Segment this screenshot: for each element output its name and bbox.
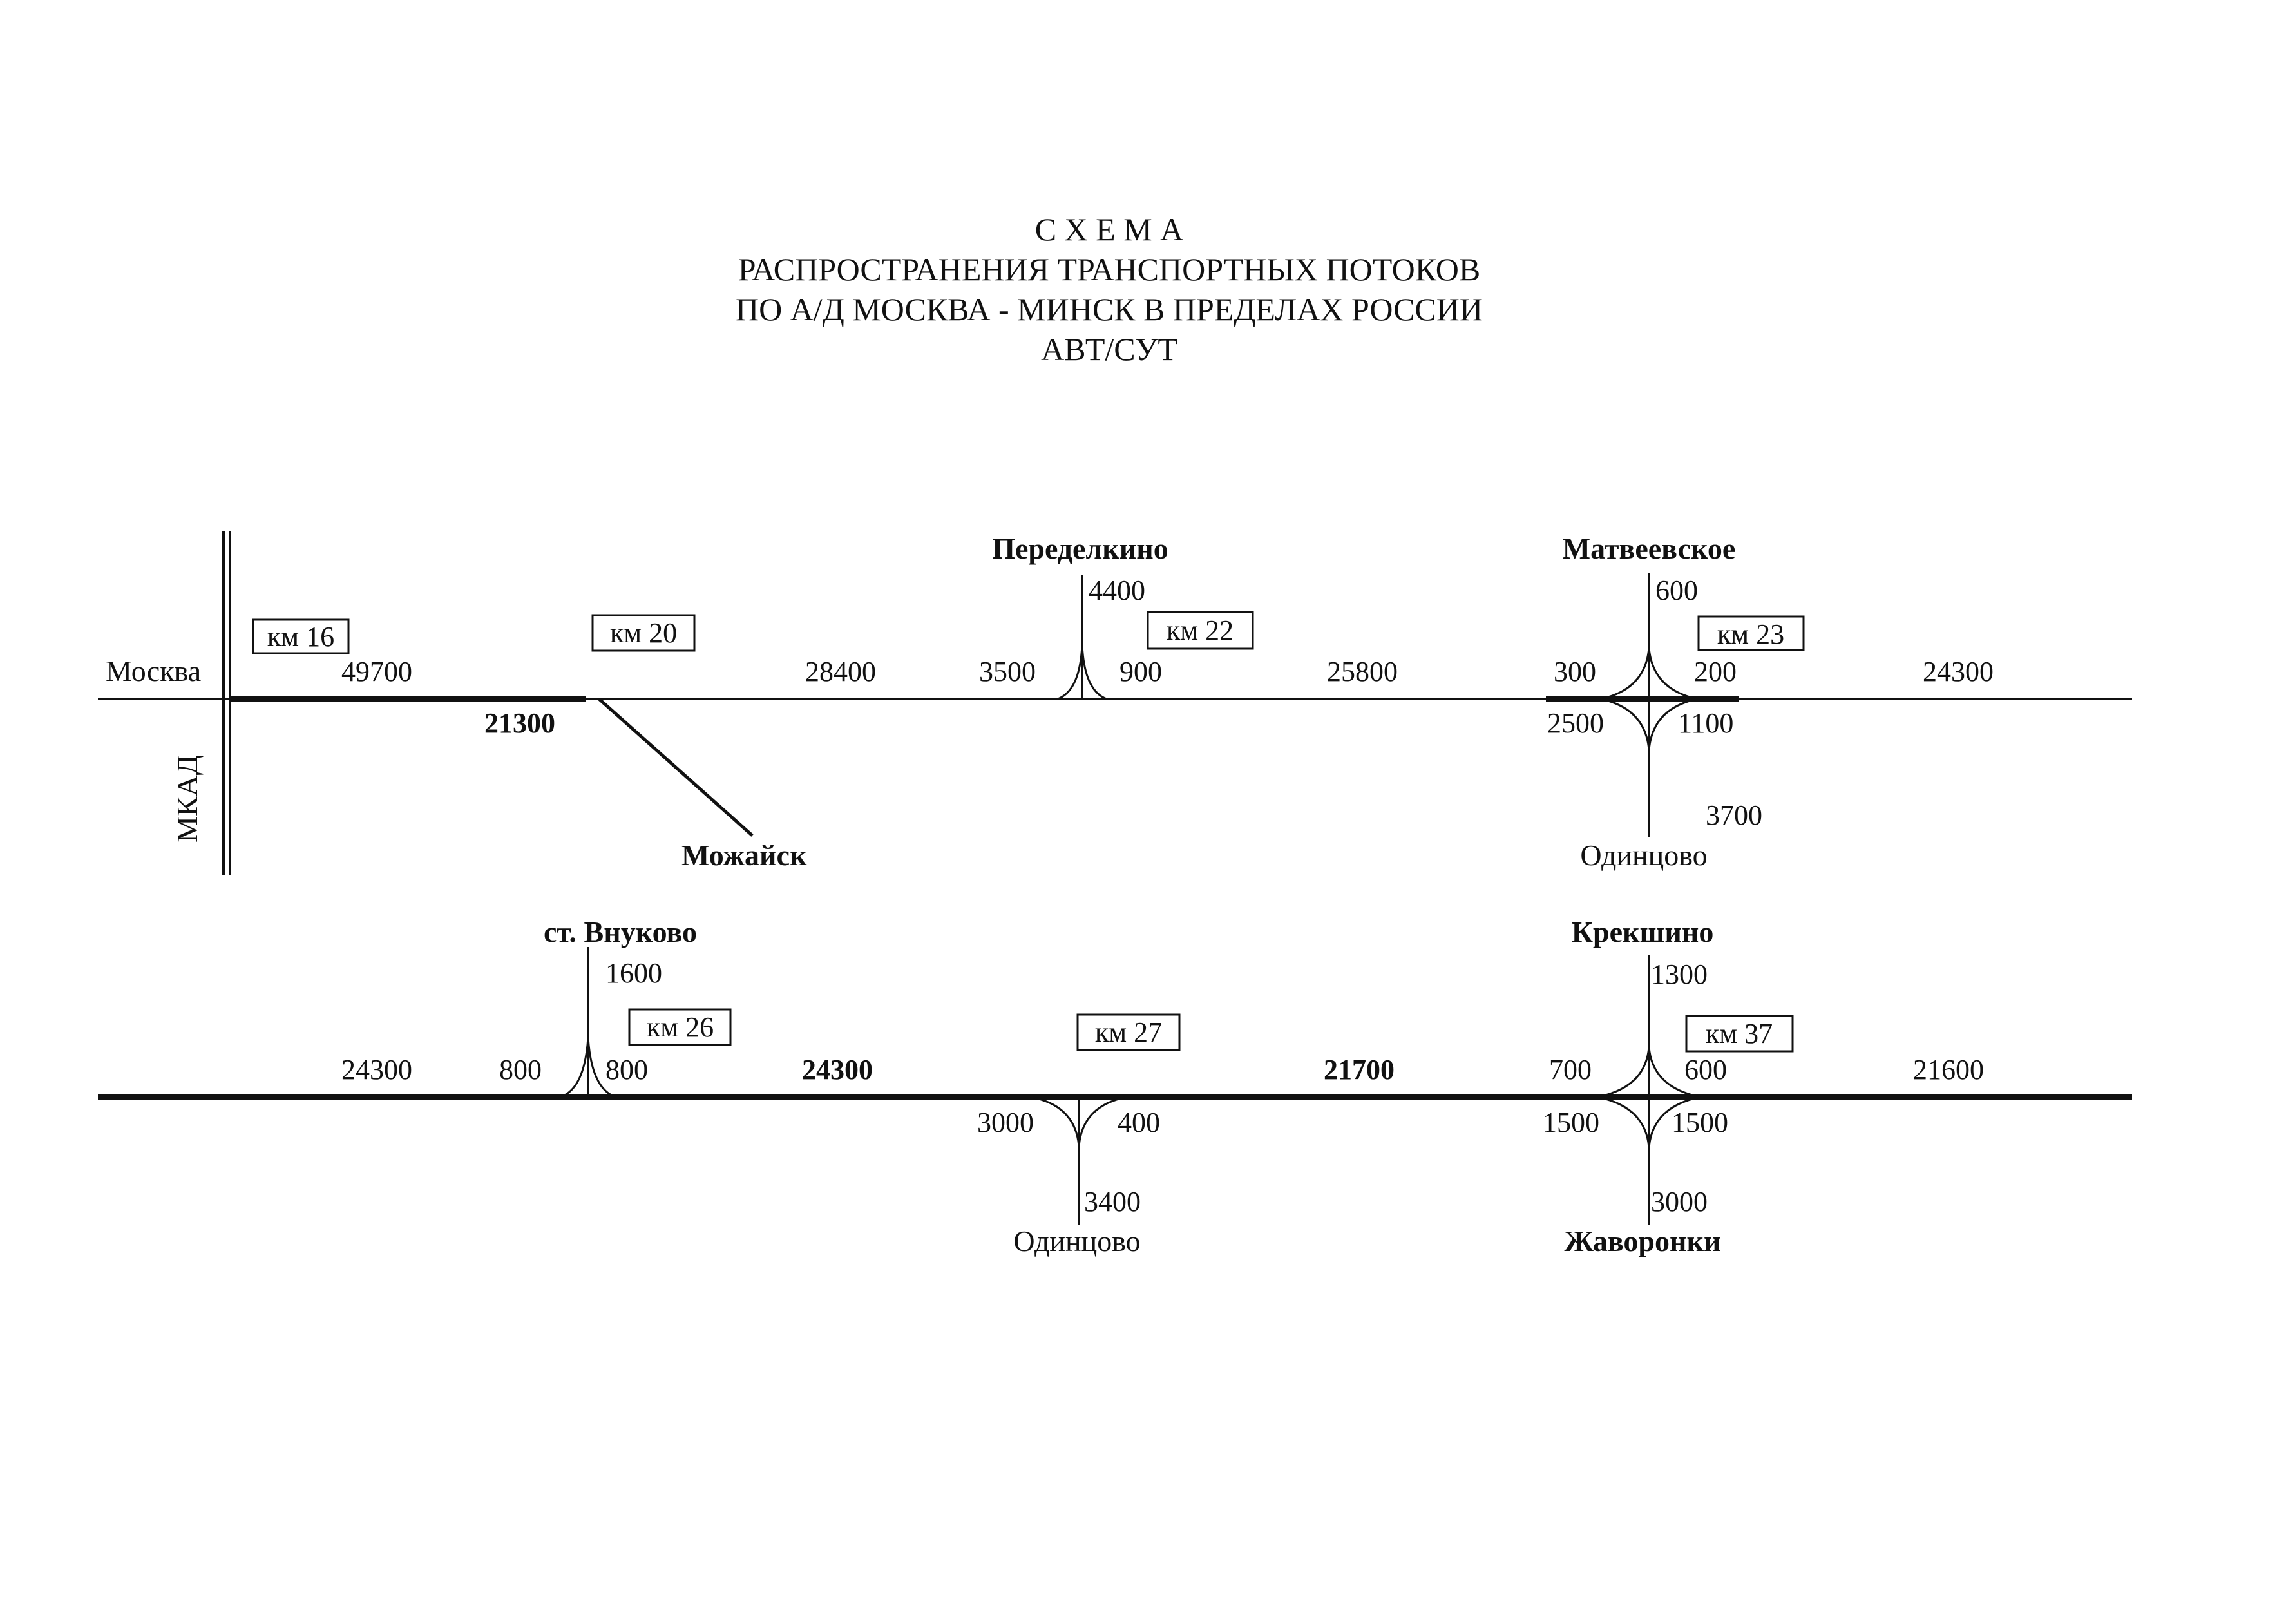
flow-24300-bottom-mid: 24300: [802, 1054, 873, 1085]
matveevskoe-label: Матвеевское: [1562, 532, 1736, 565]
flow-21300: 21300: [484, 707, 555, 739]
mozhaysk-branch: [599, 699, 752, 836]
odintsovo-3400: 3400: [1084, 1186, 1141, 1218]
krekshino-nw-curve: [1597, 1047, 1649, 1097]
matveevskoe-nw-curve: [1601, 647, 1649, 699]
mozhaysk-label: Можайск: [681, 839, 807, 872]
vnukovo-1600: 1600: [605, 957, 662, 989]
krekshino-1500-left: 1500: [1543, 1107, 1599, 1138]
flow-24300-bottom-left: 24300: [341, 1054, 412, 1085]
km37-label: км 37: [1705, 1018, 1773, 1049]
top-scheme: [98, 531, 2132, 875]
matveevskoe-1100: 1100: [1678, 707, 1734, 739]
krekshino-600: 600: [1684, 1054, 1727, 1085]
flow-21700: 21700: [1324, 1054, 1395, 1085]
matveevskoe-sw-curve: [1601, 699, 1649, 750]
km23-label: км 23: [1717, 618, 1785, 650]
odintsovo-3700: 3700: [1706, 799, 1762, 831]
matveevskoe-2500: 2500: [1547, 707, 1604, 739]
km22-label: км 22: [1166, 615, 1234, 646]
matveevskoe-600: 600: [1655, 575, 1698, 606]
km27-label: км 27: [1094, 1017, 1163, 1048]
moskva-label: Москва: [106, 654, 202, 687]
bottom-scheme: [98, 915, 2132, 1257]
odintsovo-3000: 3000: [977, 1107, 1034, 1138]
krekshino-1500-right: 1500: [1672, 1107, 1728, 1138]
title-line-4: АВТ/СУТ: [1041, 331, 1177, 367]
flow-21600: 21600: [1913, 1054, 1984, 1085]
peredelkino-label: Переделкино: [992, 532, 1168, 565]
flow-28400: 28400: [805, 656, 876, 687]
krekshino-1300: 1300: [1651, 959, 1708, 990]
title-line-3: ПО А/Д МОСКВА - МИНСК В ПРЕДЕЛАХ РОССИИ: [735, 291, 1483, 327]
zhavoronki-label: Жаворонки: [1564, 1225, 1721, 1257]
title-line-1: С Х Е М А: [1034, 211, 1184, 247]
peredelkino-right-curve: [1082, 644, 1107, 699]
peredelkino-900: 900: [1119, 656, 1162, 687]
odintsovo-400: 400: [1118, 1107, 1160, 1138]
vnukovo-800-left: 800: [499, 1054, 542, 1085]
matveevskoe-ne-curve: [1649, 647, 1697, 699]
diagram-title: [736, 211, 1483, 367]
odintsovo-bottom-label: Одинцово: [1013, 1225, 1141, 1257]
odintsovo-left-curve: [1031, 1097, 1079, 1147]
flow-24300-top: 24300: [1923, 656, 1994, 687]
flow-25800: 25800: [1327, 656, 1398, 687]
matveevskoe-200: 200: [1694, 656, 1737, 687]
km20-label: км 20: [609, 617, 678, 649]
mkad-label: МКАД: [171, 754, 204, 843]
peredelkino-3500: 3500: [979, 656, 1036, 687]
krekshino-sw-curve: [1597, 1097, 1649, 1148]
vnukovo-800-right: 800: [605, 1054, 648, 1085]
vnukovo-label: ст. Внуково: [543, 915, 698, 948]
matveevskoe-300: 300: [1554, 656, 1596, 687]
zhavoronki-3000: 3000: [1651, 1186, 1708, 1218]
km26-label: км 26: [646, 1011, 714, 1043]
krekshino-label: Крекшино: [1571, 915, 1714, 948]
vnukovo-left-curve: [560, 1037, 588, 1097]
km16-label: км 16: [267, 621, 335, 653]
odintsovo-top-label: Одинцово: [1580, 839, 1708, 872]
title-line-2: РАСПРОСТРАНЕНИЯ ТРАНСПОРТНЫХ ПОТОКОВ: [738, 251, 1481, 287]
krekshino-700: 700: [1549, 1054, 1592, 1085]
flow-49700: 49700: [341, 656, 412, 687]
peredelkino-4400: 4400: [1089, 575, 1145, 606]
peredelkino-left-curve: [1058, 644, 1082, 699]
